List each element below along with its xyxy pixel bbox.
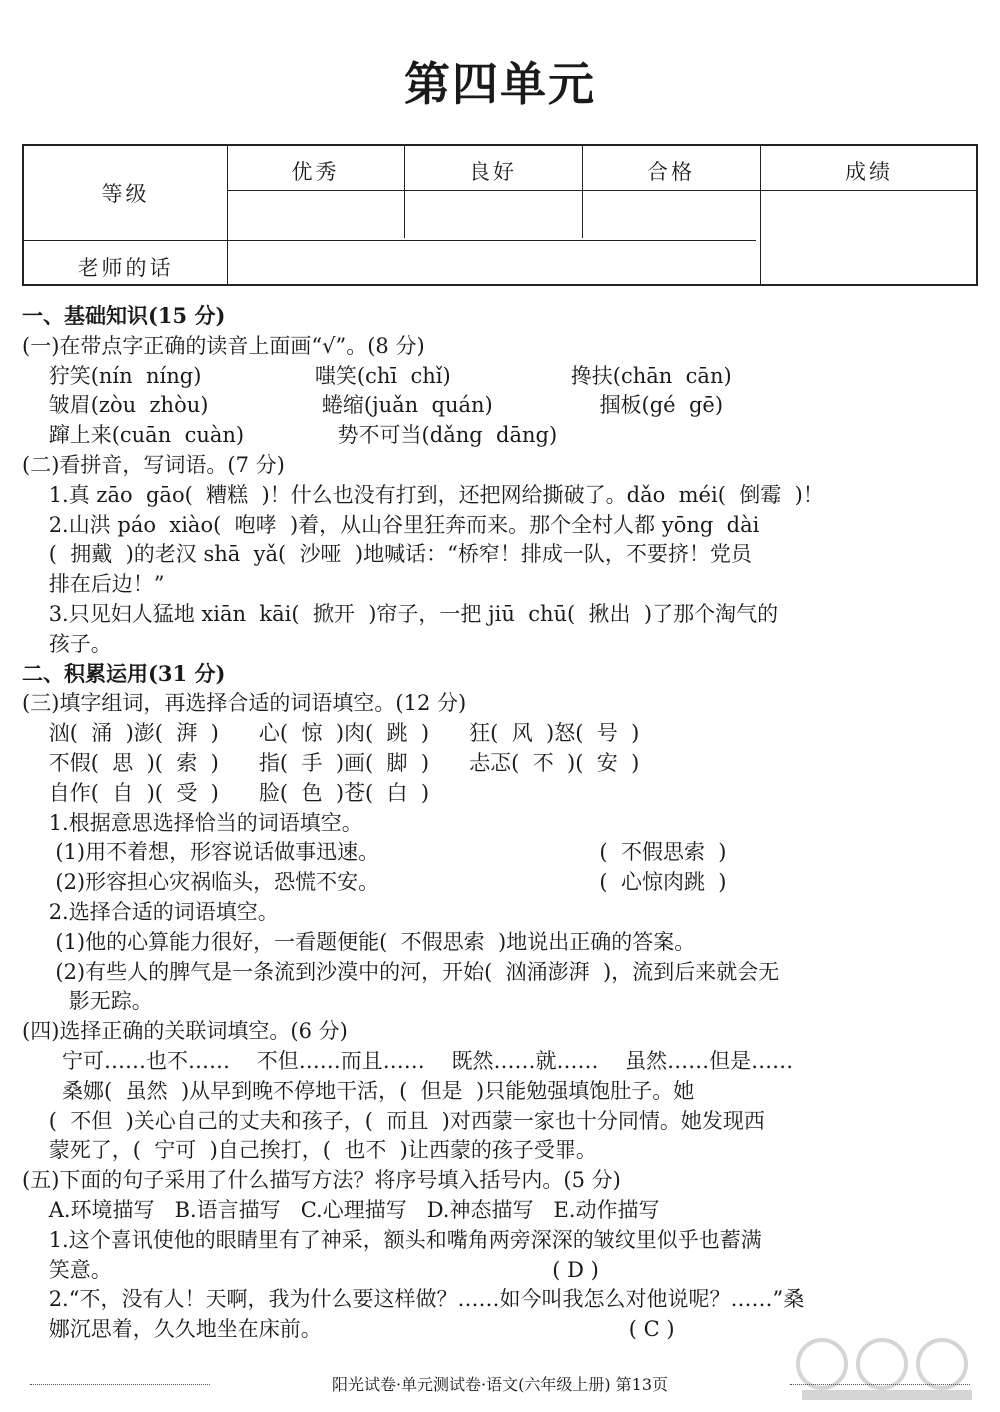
exam-line: (二)看拼音，写词语。(7 分) — [22, 453, 285, 477]
page-title: 第四单元 — [404, 57, 596, 111]
exam-line: 排在后边！” — [22, 572, 165, 597]
exam-line: 影无踪。 — [22, 989, 153, 1014]
exam-line: 孩子。 — [22, 631, 112, 656]
section-heading: 二、积累运用(31 分) — [22, 660, 226, 686]
exam-content — [22, 302, 982, 1352]
exam-line: ( 拥戴 )的老汉 shā yǎ( 沙哑 )地喊话：“桥窄！排成一队，不要挤！党员 — [22, 542, 752, 567]
exam-line: 桑娜( 虽然 )从早到晚不停地干活，( 但是 )只能勉强填饱肚子。她 — [22, 1078, 695, 1103]
exam-line: 1.根据意思选择恰当的词语填空。 — [22, 810, 363, 835]
exam-line: 2.选择合适的词语填空。 — [22, 900, 279, 924]
col-good: 良好 — [469, 160, 517, 184]
exam-line: (2)有些人的脾气是一条流到沙漠中的河，开始( 汹涌澎湃 )，流到后来就会无 — [22, 959, 780, 984]
exam-line: 娜沉思着，久久地坐在床前。 ( C ) — [22, 1317, 675, 1342]
grade-label: 等级 — [101, 182, 150, 206]
exam-line: 皱眉(zòu zhòu) 蜷缩(juǎn quán) 掴板(gé gē) — [22, 393, 724, 418]
exam-line: ( 不但 )关心自己的丈夫和孩子，( 而且 )对西蒙一家也十分同情。她发现西 — [22, 1108, 765, 1133]
exam-line: (1)用不着想，形容说话做事迅速。 ( 不假思索 ) — [22, 840, 727, 865]
exam-line: (三)填字组词，再选择合适的词语填空。(12 分) — [22, 691, 467, 716]
exam-line: (五)下面的句子采用了什么描写方法？将序号填入括号内。(5 分) — [22, 1168, 621, 1193]
exam-line: 蹿上来(cuān cuàn) 势不可当(dǎng dāng) — [22, 423, 558, 448]
exam-line: 汹( 涌 )澎( 湃 ) 心( 惊 )肉( 跳 ) 狂( 风 )怒( 号 ) — [22, 721, 640, 746]
footer-rule — [30, 1384, 210, 1385]
teacher-comment-label: 老师的话 — [77, 256, 174, 280]
exam-line: (1)他的心算能力很好，一看题便能( 不假思索 )地说出正确的答案。 — [22, 929, 696, 954]
exam-line: (2)形容担心灾祸临头，恐慌不安。 ( 心惊肉跳 ) — [22, 870, 727, 895]
exam-line: 3.只见妇人猛地 xiān kāi( 掀开 )帘子，一把 jiū chū( 揪出 )了那个淘气的 — [22, 602, 779, 626]
exam-line: 2.“不，没有人！天啊，我为什么要这样做？……如今叫我怎么对他说呢？……”桑 — [22, 1287, 805, 1312]
exam-line: 1.这个喜讯使他的眼睛里有了神采，额头和嘴角两旁深深的皱纹里似乎也蓄满 — [22, 1227, 762, 1252]
footer-text: 阳光试卷·单元测试卷·语文(六年级上册) 第13页 — [331, 1375, 669, 1394]
exam-line: (四)选择正确的关联词填空。(6 分) — [22, 1019, 348, 1044]
col-excellent: 优秀 — [291, 160, 340, 184]
exam-line: 宁可……也不…… 不但……而且…… 既然……就…… 虽然……但是…… — [22, 1049, 794, 1073]
col-pass: 合格 — [647, 160, 695, 184]
exam-line: 不假( 思 )( 索 ) 指( 手 )画( 脚 ) 忐忑( 不 )( 安 ) — [22, 751, 640, 775]
exam-line: 1.真 zāo gāo( 糟糕 )！什么也没有打到，还把网给撕破了。dǎo méi( 倒霉 )！ — [22, 482, 824, 507]
table-divider — [24, 240, 756, 241]
watermark-logo — [792, 1336, 982, 1402]
score-table — [22, 144, 978, 286]
col-score: 成绩 — [845, 160, 893, 184]
exam-line: 笑意。 ( D ) — [22, 1257, 599, 1282]
exam-line: A.环境描写 B.语言描写 C.心理描写 D.神态描写 E.动作描写 — [22, 1198, 660, 1222]
exam-line: 狞笑(nín níng) 嗤笑(chī chǐ) 搀扶(chān cān) — [22, 363, 732, 388]
section-heading: 一、基础知识(15 分) — [22, 303, 226, 328]
exam-line: 蒙死了，( 宁可 )自己挨打，( 也不 )让西蒙的孩子受罪。 — [22, 1138, 597, 1163]
table-divider — [227, 190, 976, 191]
exam-line: 2.山洪 páo xiào( 咆哮 )着，从山谷里狂奔而来。那个全村人都 yōng dài — [22, 512, 760, 537]
exam-line: (一)在带点字正确的读音上面画“√”。(8 分) — [22, 333, 425, 358]
exam-line: 自作( 自 )( 受 ) 脸( 色 )苍( 白 ) — [22, 780, 430, 805]
